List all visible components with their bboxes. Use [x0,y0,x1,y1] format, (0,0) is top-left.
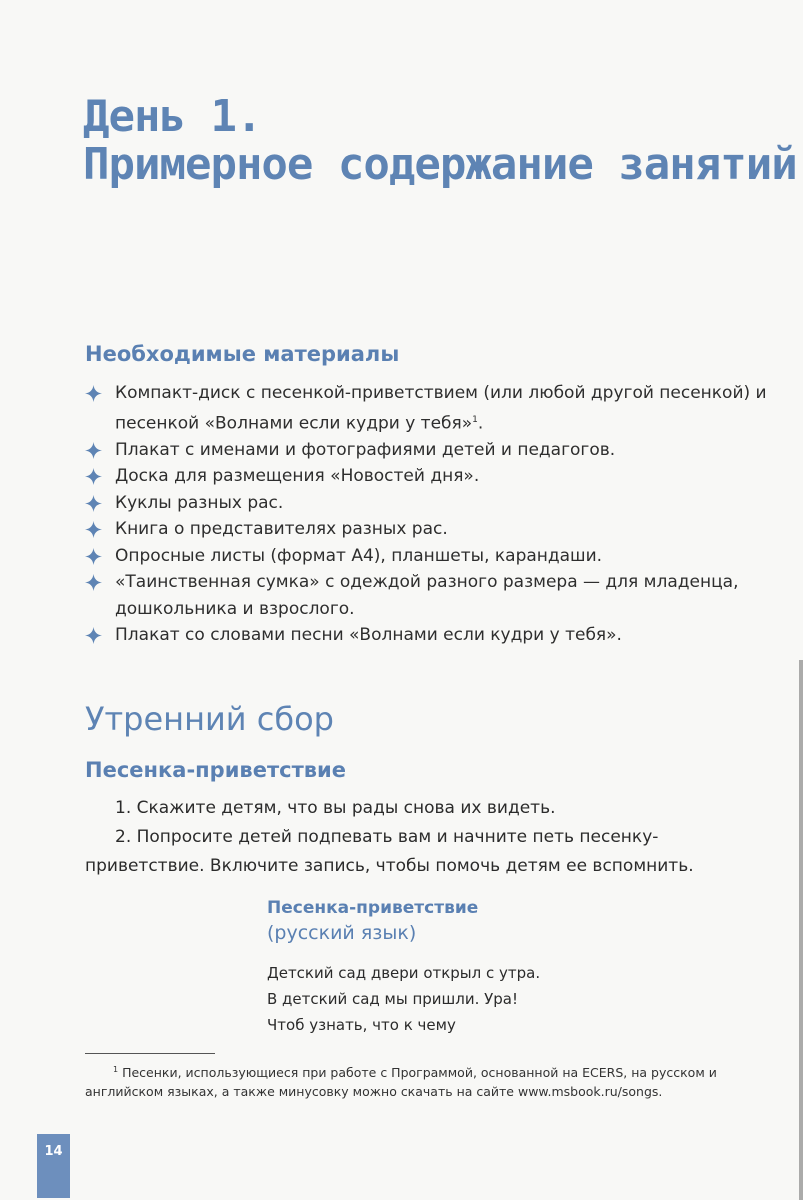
song-subtitle: (русский язык) [267,922,417,944]
list-item [85,380,775,437]
list-item-text: «Таинственная сумка» с одеждой разного размера — для младенца, дошкольника и взрослого. [115,572,739,619]
chapter-title-line-1: День 1. [83,91,262,142]
step-2: 2. Попросите детей подпевать вам и начните петь песенку-приветствие. Включите запись, чтобы помочь детям ее вспомнить. [85,827,694,876]
chapter-title-line-2: Примерное содержание занятий [83,139,797,190]
song-line: Детский сад двери открыл с утра. [267,964,541,982]
list-item [85,543,775,570]
list-item [85,622,775,649]
list-item [85,463,775,490]
section-heading-morning: Утренний сбор [85,700,334,738]
footnote-text: Песенки, использующиеся при работе с Программой, основанной на ECERS, на русском и английском языках, а также минусовку можно скачать на сайте www.msbook.ru/songs. [85,1065,717,1100]
materials-list [85,380,775,649]
list-item-text: Компакт-диск с песенкой-приветствием (или любой другой песенкой) и песенкой «Волнами если кудри у тебя» [115,383,767,434]
list-item-text: Опросные листы (формат А4), планшеты, карандаши. [115,545,603,566]
list-item [85,569,775,622]
page-edge-shadow [799,660,803,1200]
list-item-text: Доска для размещения «Новостей дня». [115,466,480,487]
step-1: 1. Скажите детям, что вы рады снова их видеть. [115,798,556,818]
list-item [85,437,775,464]
four-point-star-icon [85,468,102,485]
list-item-tail: . [477,413,484,434]
song-line: Чтоб узнать, что к чему [267,1016,456,1034]
list-item-text: Плакат с именами и фотографиями детей и педагогов. [115,439,616,460]
four-point-star-icon [85,442,102,459]
materials-heading: Необходимые материалы [85,342,400,366]
list-item-text: Плакат со словами песни «Волнами если кудри у тебя». [115,625,622,646]
four-point-star-icon [85,495,102,512]
song-title: Песенка-приветствие [267,898,479,918]
four-point-star-icon [85,548,102,565]
list-item [85,516,775,543]
sub-heading-greeting-song: Песенка-приветствие [85,758,346,782]
footnote-divider [85,1053,215,1054]
instruction-steps [85,794,775,881]
chapter-title [83,93,797,189]
list-item [85,490,775,517]
list-item-text: Книга о представителях разных рас. [115,519,448,540]
footnote [85,1060,775,1101]
four-point-star-icon [85,627,102,644]
song-line: В детский сад мы пришли. Ура! [267,990,519,1008]
footnote-marker: 1 [113,1065,119,1074]
four-point-star-icon [85,521,102,538]
song-lyrics [267,960,540,1038]
page-number: 14 [37,1134,70,1198]
list-item-text: Куклы разных рас. [115,492,284,513]
four-point-star-icon [85,574,102,591]
four-point-star-icon [85,385,102,402]
footnote-ref[interactable]: 1 [472,414,478,425]
